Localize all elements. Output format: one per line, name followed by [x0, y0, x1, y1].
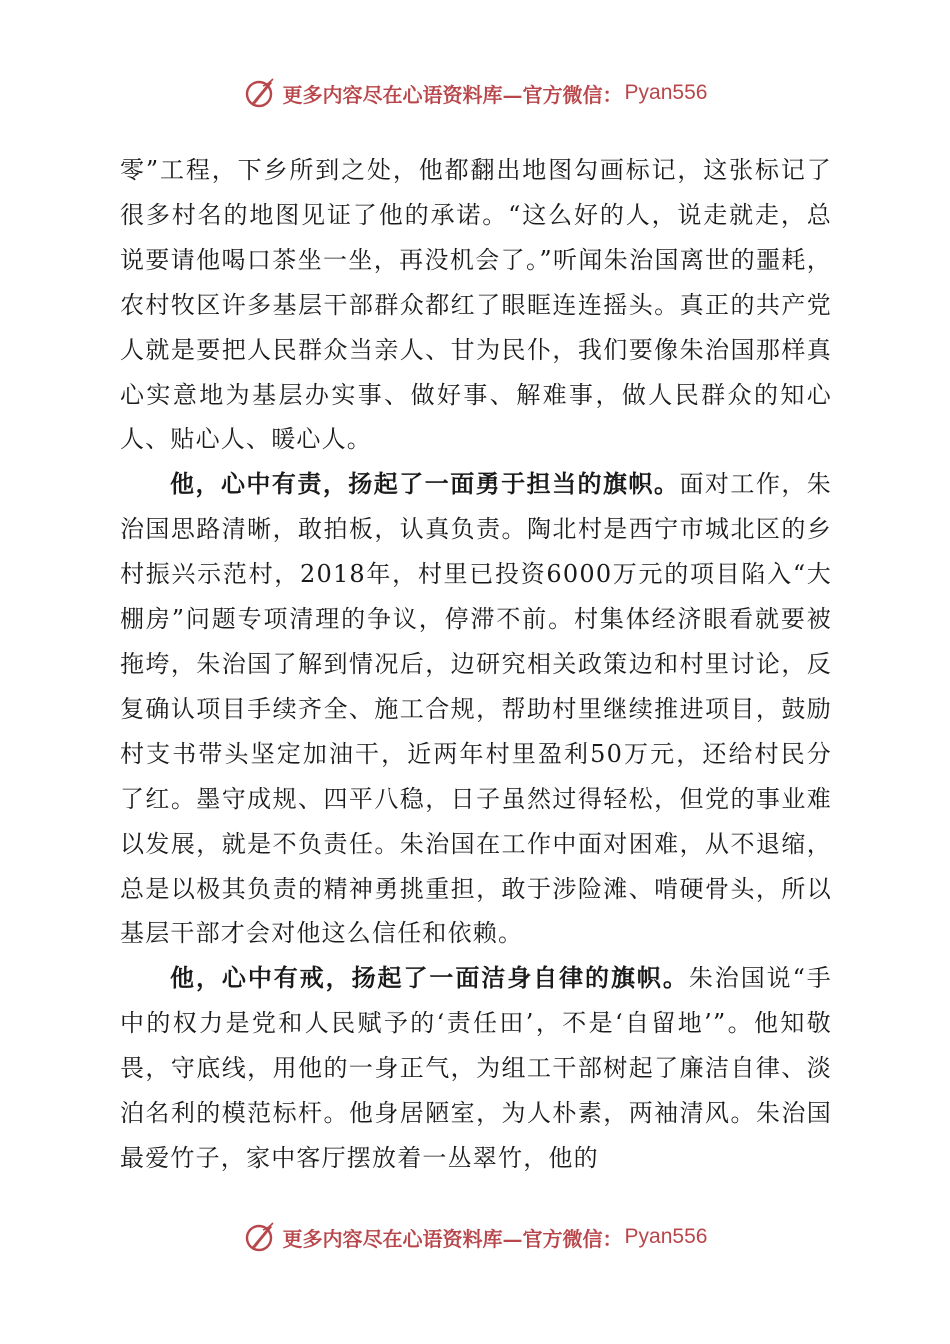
paragraph-1-text: 零”工程，下乡所到之处，他都翻出地图勾画标记，这张标记了很多村名的地图见证了他的承诺。“这么好的人，说走就走，总说要请他喝口茶坐一坐，再没机会了。”听闻朱治国离世的噩耗，农村牧区许多基层干部群众都红了眼眶连连摇头。真正的共产党人就是要把人民群众当亲人、甘为民仆，我们要像朱治国那样真心实意地为基层办实事、做好事、解难事，做人民群众的知心人、贴心人、暖心人。 — [120, 156, 832, 454]
banner-account: Pyan556 — [624, 1225, 708, 1248]
paragraph-3-heading: 他，心中有戒，扬起了一面洁身自律的旗帜。 — [170, 963, 689, 993]
banner-text: 更多内容尽在心语资料库—官方微信： — [282, 1226, 623, 1251]
paragraph-3 — [120, 956, 832, 1181]
paragraph-2-heading: 他，心中有责，扬起了一面勇于担当的旗帜。 — [170, 469, 680, 499]
paragraph-2 — [120, 462, 832, 956]
quill-pen-circle-icon — [243, 76, 277, 110]
paragraph-1 — [120, 148, 832, 462]
banner-account: Pyan556 — [624, 81, 708, 104]
footer-watermark-banner — [0, 1217, 950, 1257]
paragraph-2-text: 面对工作，朱治国思路清晰，敢拍板，认真负责。陶北村是西宁市城北区的乡村振兴示范村，2018年，村里已投资6000万元的项目陷入“大棚房”问题专项清理的争议，停滞不前。村集体经济眼看就要被拖垮，朱治国了解到情况后，边研究相关政策边和村里讨论，反复确认项目手续齐全、施工合规，帮助村里继续推进项目，鼓励村支书带头坚定加油干，近两年村里盈利50万元，还给村民分了红。墨守成规、四平八稳，日子虽然过得轻松，但党的事业难以发展，就是不负责任。朱治国在工作中面对困难，从不退缩，总是以极其负责的精神勇挑重担，敢于涉险滩、啃硬骨头，所以基层干部才会对他这么信任和依赖。 — [120, 470, 832, 948]
paragraph-3-text: 朱治国说“手中的权力是党和人民赋予的‘责任田’，不是‘自留地’”。他知敬畏，守底线，用他的一身正气，为组工干部树起了廉洁自律、淡泊名利的模范标杆。他身居陋室，为人朴素，两袖清风。朱治国最爱竹子，家中客厅摆放着一丛翠竹，他的 — [120, 964, 832, 1172]
header-watermark-banner — [0, 73, 950, 113]
article-body — [120, 148, 832, 1181]
banner-text: 更多内容尽在心语资料库—官方微信： — [282, 82, 623, 107]
quill-pen-circle-icon — [243, 1220, 277, 1254]
